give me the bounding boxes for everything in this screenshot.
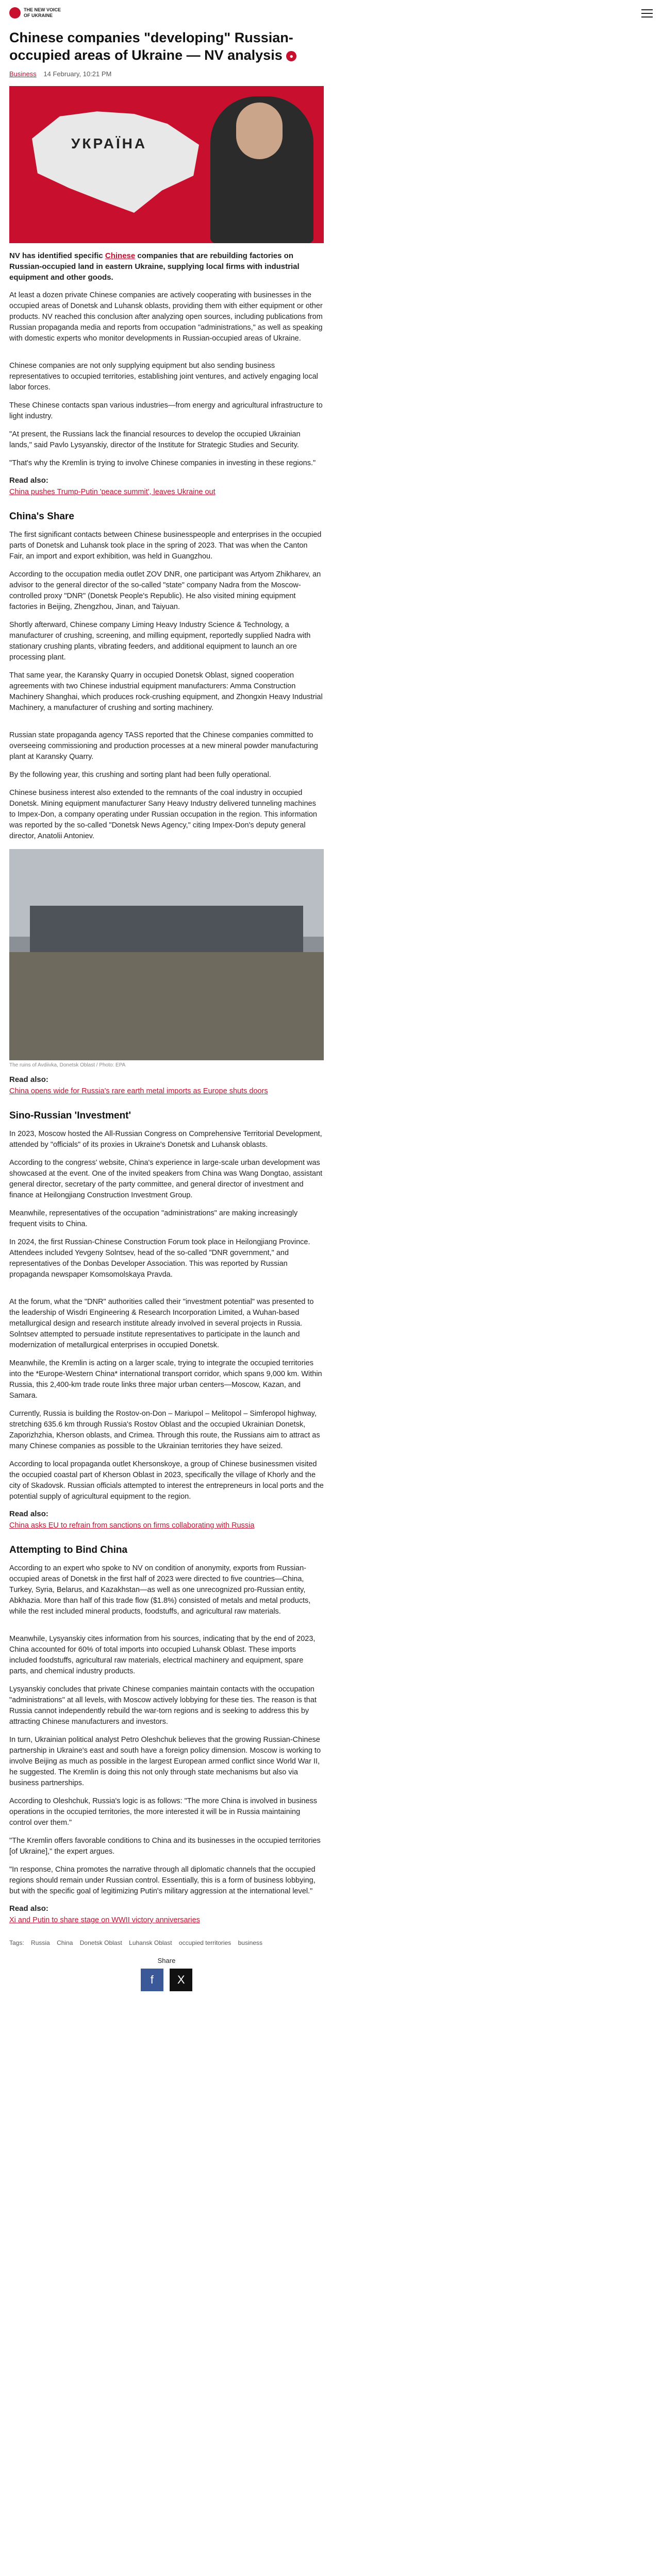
lead-paragraph: NV has identified specific Chinese companies that are rebuilding factories on Russian-occupied land in eastern Ukraine, supplying local firms with industrial equipment and other goods. xyxy=(9,251,300,282)
paragraph: According to Oleshchuk, Russia's logic is as follows: "The more China is involved in business operations in the occupied territories, the more interested it will be in Russia maintaining control over them." xyxy=(9,1797,318,1827)
tag-link[interactable]: occupied territories xyxy=(178,1939,231,1946)
tag-link[interactable]: Luhansk Oblast xyxy=(129,1939,172,1946)
paragraph: At least a dozen private Chinese companies are actively cooperating with businesses in the occupied areas of Donetsk and Luhansk oblasts, providing them with either equipment or other products. NV reached this conclusion after analyzing open sources, including publications from Russian propaganda media and reports from occupation "administrations," as well as speaking with domestic experts who monitor developments in Russian-occupied areas of Ukraine. xyxy=(9,291,323,343)
paragraph: Lysyanskiy concludes that private Chinese companies maintain contacts with the occupation "administrations" at all levels, with Moscow actively lobbying for these ties. The reason is that Russia cannot independently rebuild the war-torn regions and is seeking to address this by attracting Chinese manufacturers and investors. xyxy=(9,1685,317,1726)
paragraph: Russian state propaganda agency TASS reported that the Chinese companies committed to overseeing commissioning and production processes at a new mineral powder manufacturing plant at Karansky Quarry. xyxy=(9,731,318,761)
tags xyxy=(9,1939,324,1946)
read-also-label: Read also: xyxy=(9,476,48,485)
map-label: УКРАЇНА xyxy=(71,135,147,151)
paragraph: Shortly afterward, Chinese company Liming Heavy Industry Science & Technology, a manufacturer of crushing, screening, and milling equipment, reportedly supplied Nadra with stationary crushing plants, vibrating feeders, and additional equipment to launch an ore processing plant. xyxy=(9,621,311,662)
paragraph: According to the congress' website, China's experience in large-scale urban development was showcased at the event. One of the invited speakers from China was Wang Dongtao, assistant general director, secretary of the party committee, and general director of investment and finance at Heilongjiang Construction Investment Group. xyxy=(9,1159,323,1199)
article-meta xyxy=(9,70,324,78)
paragraph: "That's why the Kremlin is trying to involve Chinese companies in investing in these regions." xyxy=(9,459,316,467)
tags-label: Tags: xyxy=(9,1939,24,1946)
read-also-link[interactable]: China pushes Trump-Putin 'peace summit', leaves Ukraine out xyxy=(9,488,216,496)
paragraph: Currently, Russia is building the Rostov-on-Don – Mariupol – Melitopol – Simferopol highway, stretching 635.6 km through Russia's Rostov Oblast and the occupied Ukrainian Donetsk, Zaporizhzhia, Kherson oblasts, and Crimea. Through this route, the Russians aim to attract as many Chinese companies as possible to the Ukrainian territories they have seized. xyxy=(9,1410,320,1450)
paragraph: "At present, the Russians lack the financial resources to develop the occupied Ukrainian lands," said Pavlo Lysyanskiy, director of the Institute for Strategic Studies and Security. xyxy=(9,430,301,449)
person-face xyxy=(236,103,283,159)
paragraph: According to the occupation media outlet ZOV DNR, one participant was Artyom Zhikharev, an advisor to the general director of the so-called "state" company Nadra from the Moscow-controlled proxy "DNR" (Donetsk People's Republic). He also visited mining equipment factories in Beijing, Zhengzhou, Jinan, and Taiyuan. xyxy=(9,570,321,611)
photo-caption: The ruins of Avdiivka, Donetsk Oblast / Photo: EPA xyxy=(9,1062,126,1068)
site-logo[interactable] xyxy=(9,7,21,19)
read-also-label: Read also: xyxy=(9,1904,48,1913)
paragraph: By the following year, this crushing and sorting plant had been fully operational. xyxy=(9,771,271,779)
section-heading: China's Share xyxy=(9,511,74,522)
paragraph: "In response, China promotes the narrative through all diplomatic channels that the occupied regions should remain under Russian control. Essentially, this is a form of business lobbying, but with the specific goal of legitimizing Putin's military aggression at the international level." xyxy=(9,1866,316,1895)
lead-link-chinese[interactable]: Chinese xyxy=(105,251,136,260)
tag-link[interactable]: Donetsk Oblast xyxy=(79,1939,122,1946)
menu-icon[interactable] xyxy=(641,9,653,18)
share-label: Share xyxy=(157,1957,176,1964)
share-buttons xyxy=(9,1969,324,1991)
industrial-plant-illustration xyxy=(30,906,303,952)
x-share-button[interactable]: X xyxy=(170,1969,192,1991)
read-also-label: Read also: xyxy=(9,1510,48,1518)
site-logo-text[interactable]: THE NEW VOICE OF UKRAINE xyxy=(24,7,61,18)
live-icon: ● xyxy=(286,51,296,61)
top-bar xyxy=(0,0,662,29)
paragraph: At the forum, what the "DNR" authorities called their "investment potential" was presented to the leadership of Wisdri Engineering & Research Incorporation Limited, a Wuhan-based metallurgical design and research institute already involved in several projects in Russia. Solntsev attempted to persuade institute representatives to participate in the launch and modernization of metallurgical enterprises in occupied Donetsk. xyxy=(9,1298,314,1349)
paragraph: Meanwhile, representatives of the occupation "administrations" are making increasingly frequent visits to China. xyxy=(9,1209,298,1228)
paragraph: That same year, the Karansky Quarry in occupied Donetsk Oblast, signed cooperation agreements with two Chinese industrial equipment manufacturers: Amma Construction Machinery Shanghai, which produces rock-crushing equipment, and Zhongxin Heavy Industrial Machinery, a manufacturer of crushing and sorting machinery. xyxy=(9,671,323,712)
ukraine-map-illustration xyxy=(23,101,208,225)
tag-link[interactable]: business xyxy=(238,1939,262,1946)
read-also-link[interactable]: China opens wide for Russia's rare earth metal imports as Europe shuts doors xyxy=(9,1087,268,1095)
article xyxy=(9,29,324,1991)
paragraph: According to local propaganda outlet Khersonskoye, a group of Chinese businessmen visited the occupied coastal part of Kherson Oblast in 2023, specifically the village of Khorly and the city of Skadovsk. Russian officials attempted to interest the entrepreneurs in local ports and the potential supply of agricultural equipment to the region. xyxy=(9,1460,324,1501)
paragraph: Meanwhile, Lysyanskiy cites information from his sources, indicating that by the end of 2023, China accounted for 60% of total imports into occupied Luhansk Oblast. These imports included foodstuffs, agricultural raw materials, electrical machinery and equipment, spare parts, and chemical industry products. xyxy=(9,1635,316,1675)
section-heading: Sino-Russian 'Investment' xyxy=(9,1110,131,1121)
section-heading: Attempting to Bind China xyxy=(9,1545,128,1555)
read-also-link[interactable]: Xi and Putin to share stage on WWII victory anniversaries xyxy=(9,1916,200,1924)
paragraph: "The Kremlin offers favorable conditions to China and its businesses in the occupied territories [of Ukraine]," the expert argues. xyxy=(9,1837,321,1856)
hero-image xyxy=(9,86,324,243)
paragraph: Chinese business interest also extended to the remnants of the coal industry in occupied Donetsk. Mining equipment manufacturer Sany Heavy Industry delivered tunneling machines to Impex-Don, a company operating under Russian occupation in the region. This information was reported by the so-called "Donetsk News Agency," citing Impex-Don's deputy general director, Anatolii Antoniev. xyxy=(9,789,317,840)
read-also-link[interactable]: China asks EU to refrain from sanctions on firms collaborating with Russia xyxy=(9,1521,255,1530)
category-link[interactable]: Business xyxy=(9,70,37,78)
paragraph: In 2024, the first Russian-Chinese Construction Forum took place in Heilongjiang Province. Attendees included Yevgeny Solntsev, head of the so-called "DNR government," and representatives of the Donbas Developer Association. This was reported by Russian propaganda newspaper Komsomolskaya Pravda. xyxy=(9,1238,310,1279)
article-title: Chinese companies "developing" Russian-occupied areas of Ukraine — NV analysis ● xyxy=(9,29,324,64)
paragraph: Chinese companies are not only supplying equipment but also sending business representatives to occupied territories, establishing joint ventures, and actively engaging local labor forces. xyxy=(9,362,318,392)
paragraph: These Chinese contacts span various industries—from energy and agricultural infrastructure to light industry. xyxy=(9,401,323,420)
paragraph: In 2023, Moscow hosted the All-Russian Congress on Comprehensive Territorial Development, attended by "officials" of its proxies in Ukraine's Donetsk and Luhansk oblasts. xyxy=(9,1130,322,1149)
facebook-share-button[interactable]: f xyxy=(141,1969,163,1991)
read-also-label: Read also: xyxy=(9,1075,48,1084)
paragraph: The first significant contacts between Chinese businesspeople and enterprises in the occupied parts of Donetsk and Luhansk took place in the spring of 2023. That was when the Canton Fair, an import and export exhibition, was held in Guangzhou. xyxy=(9,531,322,561)
paragraph: According to an expert who spoke to NV on condition of anonymity, exports from Russian-occupied areas of Donetsk in the first half of 2023 were directed to five countries—China, Turkey, Syria, Belarus, and Kazakhstan—as well as one unrecognized pro-Russian entity, Abkhazia. More than half of this trade flow ($1.8%) consisted of metals and metal products, while the rest included mineral products, foodstuffs, and agricultural raw materials. xyxy=(9,1564,311,1616)
paragraph: In turn, Ukrainian political analyst Petro Oleshchuk believes that the growing Russian-Chinese partnership in Ukraine's east and south have a foreign policy dimension. Moscow is working to involve Beijing as much as possible in the largest European armed conflict since World War II, he suggested. The Kremlin is doing this not only through state mechanisms but also via business partnerships. xyxy=(9,1736,321,1787)
article-date: 14 February, 10:21 PM xyxy=(43,70,112,78)
article-photo xyxy=(9,849,324,1060)
tag-link[interactable]: China xyxy=(57,1939,73,1946)
paragraph: Meanwhile, the Kremlin is acting on a larger scale, trying to integrate the occupied territories into the *Europe-Western China* international transport corridor, which spans 9,000 km. Within Russia, this 2,400-km trade route links three major urban centers—Moscow, Kazan, and Samara. xyxy=(9,1359,322,1400)
tag-link[interactable]: Russia xyxy=(31,1939,50,1946)
